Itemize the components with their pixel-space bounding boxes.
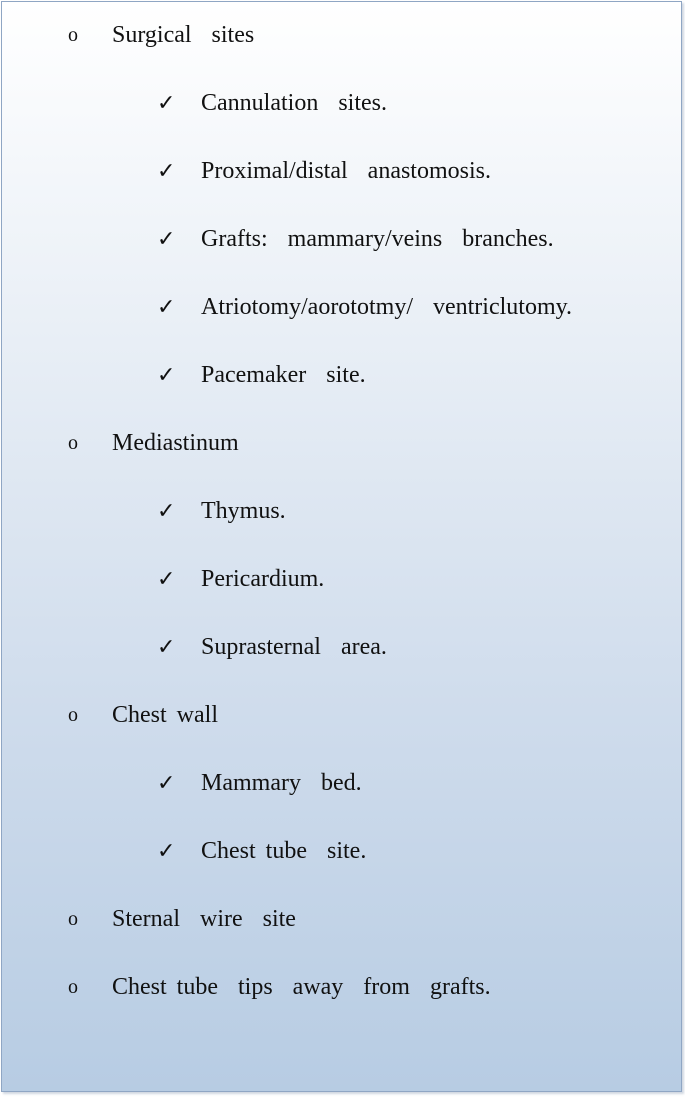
checkmark-icon: ✓	[157, 226, 176, 251]
checkmark-icon: ✓	[157, 770, 176, 795]
checkmark-icon: ✓	[157, 294, 176, 319]
hollow-bullet-icon: o	[68, 976, 78, 998]
list-item-text: Grafts: mammary/veins branches.	[201, 226, 554, 252]
section-title: Chest tube tips away from grafts.	[112, 974, 491, 1000]
list-item-text: Suprasternal area.	[201, 634, 387, 660]
section-title: Sternal wire site	[112, 906, 296, 932]
checkmark-icon: ✓	[157, 362, 176, 387]
hollow-bullet-icon: o	[68, 704, 78, 726]
section-title: Surgical sites	[112, 22, 255, 48]
list-item-text: Pacemaker site.	[201, 362, 366, 388]
section-heading	[2, 18, 255, 52]
checkmark-icon: ✓	[157, 838, 176, 863]
checkmark-icon: ✓	[157, 158, 176, 183]
section-title: Mediastinum	[112, 430, 239, 456]
checkmark-icon: ✓	[157, 498, 176, 523]
checkmark-icon: ✓	[157, 634, 176, 659]
hollow-bullet-icon: o	[68, 908, 78, 930]
list-item-text: Atriotomy/aorototmy/ ventriclutomy.	[201, 294, 573, 320]
hollow-bullet-icon: o	[68, 432, 78, 454]
section-title: Chest wall	[112, 702, 218, 728]
list-item	[2, 154, 491, 188]
list-item	[2, 630, 387, 664]
list-item-text: Mammary bed.	[201, 770, 362, 796]
list-item	[2, 290, 573, 324]
content-panel	[1, 1, 682, 1092]
list-item-text: Thymus.	[201, 498, 286, 524]
section-heading	[2, 970, 491, 1004]
bullet-list	[2, 2, 681, 1091]
checkmark-icon: ✓	[157, 566, 176, 591]
section-heading	[2, 426, 239, 460]
section-heading	[2, 698, 218, 732]
checkmark-icon: ✓	[157, 90, 176, 115]
list-item	[2, 834, 367, 868]
list-item-text: Proximal/distal anastomosis.	[201, 158, 491, 184]
list-item-text: Pericardium.	[201, 566, 325, 592]
list-item	[2, 766, 362, 800]
list-item	[2, 494, 286, 528]
hollow-bullet-icon: o	[68, 24, 78, 46]
list-item-text: Cannulation sites.	[201, 90, 387, 116]
list-item	[2, 562, 325, 596]
list-item	[2, 86, 387, 120]
list-item-text: Chest tube site.	[201, 838, 367, 864]
list-item	[2, 358, 366, 392]
list-item	[2, 222, 554, 256]
section-heading	[2, 902, 296, 936]
